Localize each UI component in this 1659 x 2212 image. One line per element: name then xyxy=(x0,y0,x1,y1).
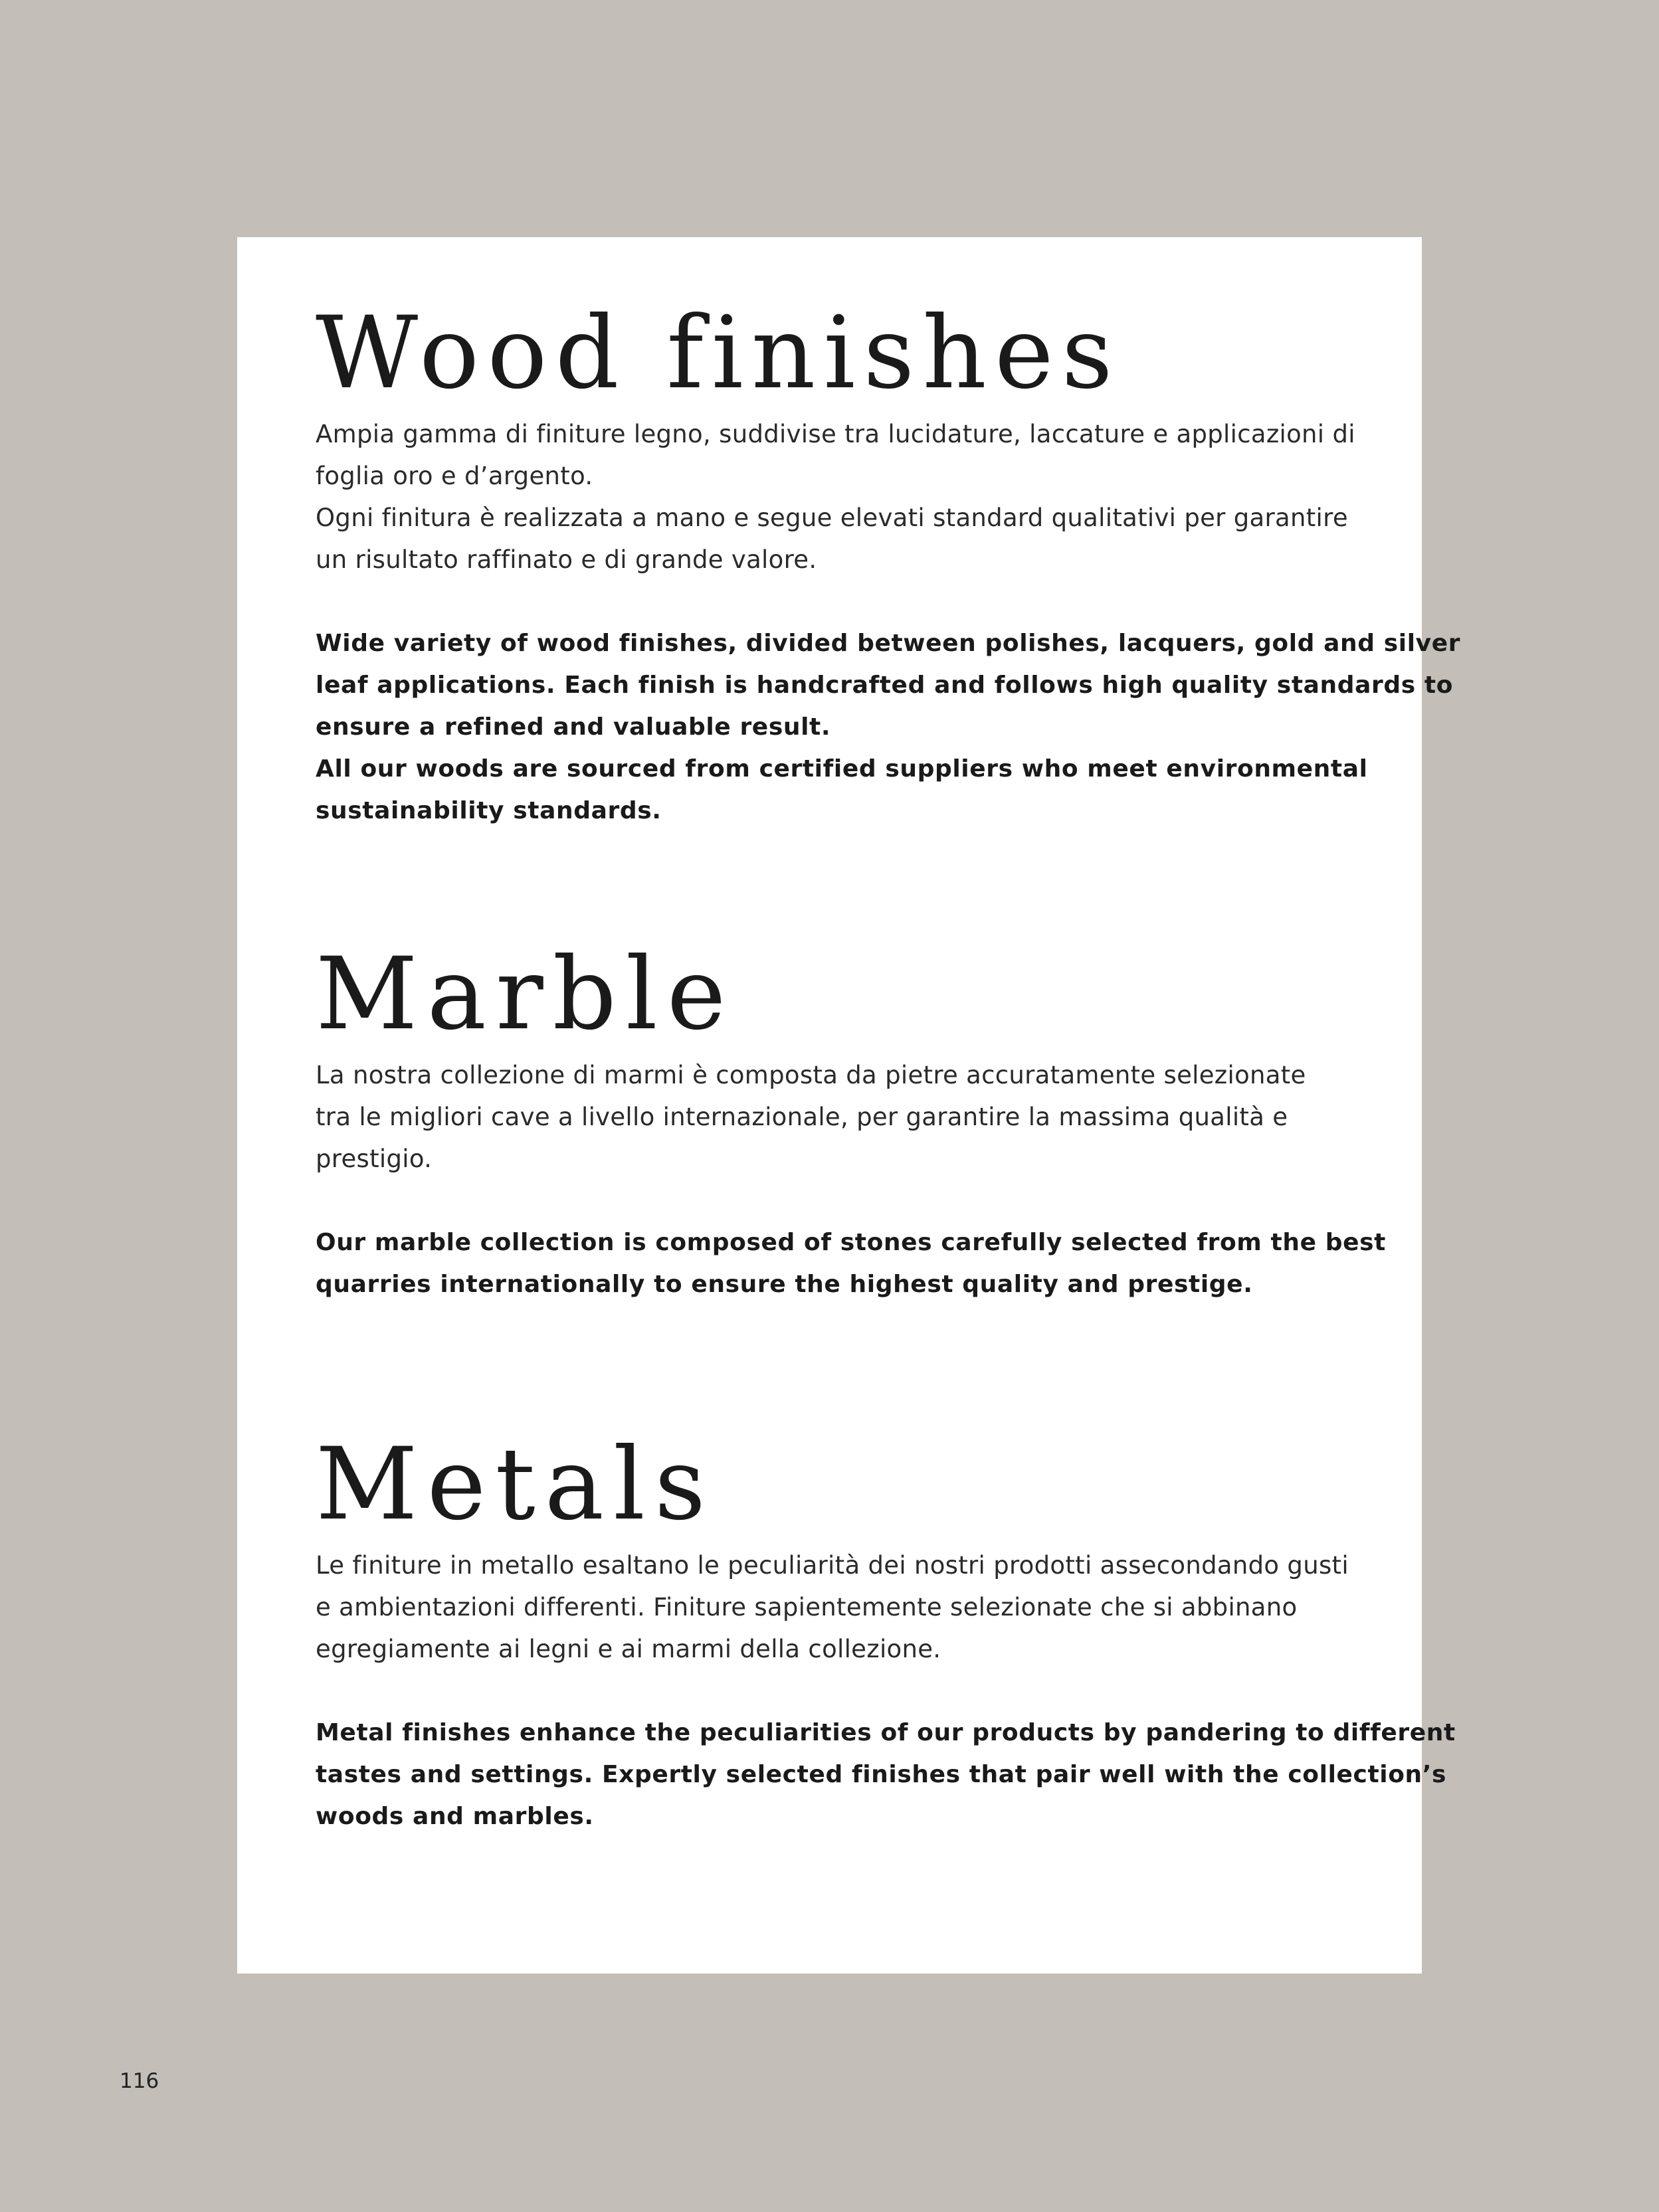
text-line: un risultato raffinato e di grande valore. xyxy=(316,545,817,574)
paragraph-metals-english xyxy=(316,1712,1456,1837)
heading-marble: Marble xyxy=(316,937,735,1052)
text-line: All our woods are sourced from certified suppliers who meet environmental xyxy=(316,755,1368,783)
section-wood-finishes xyxy=(316,296,1461,832)
heading-wood-finishes: Wood finishes xyxy=(316,296,1121,411)
text-line: Our marble collection is composed of stones carefully selected from the best xyxy=(316,1229,1386,1256)
paragraph-marble-english xyxy=(316,1222,1386,1305)
text-line: egregiamente ai legni e ai marmi della collezione. xyxy=(316,1635,941,1663)
section-metals xyxy=(316,1427,1456,1837)
text-line: tastes and settings. Expertly selected finishes that pair well with the collection’s xyxy=(316,1761,1447,1788)
text-line: ensure a refined and valuable result. xyxy=(316,713,831,741)
text-line: Ogni finitura è realizzata a mano e segue elevati standard qualitativi per garantire xyxy=(316,504,1348,532)
paragraph-marble-italian xyxy=(316,1054,1365,1180)
text-line: Metal finishes enhance the peculiarities of our products by pandering to different xyxy=(316,1719,1456,1746)
heading-metals: Metals xyxy=(316,1427,716,1542)
text-line: sustainability standards. xyxy=(316,797,662,824)
text-line: foglia oro e d’argento. xyxy=(316,462,593,490)
content-card xyxy=(237,237,1461,1974)
text-line: Wide variety of wood finishes, divided between polishes, lacquers, gold and silver xyxy=(316,630,1461,657)
text-line: tra le migliori cave a livello internazionale, per garantire la massima qualità e xyxy=(316,1103,1288,1131)
text-line: quarries internationally to ensure the highest quality and prestige. xyxy=(316,1271,1253,1298)
paragraph-wood-italian xyxy=(316,413,1365,581)
text-line: e ambientazioni differenti. Finiture sapientemente selezionate che si abbinano xyxy=(316,1593,1298,1621)
text-line: prestigio. xyxy=(316,1145,433,1173)
text-line: woods and marbles. xyxy=(316,1803,594,1830)
text-line: Le finiture in metallo esaltano le peculiarità dei nostri prodotti assecondando gusti xyxy=(316,1551,1349,1580)
section-marble xyxy=(316,937,1386,1305)
paragraph-metals-italian xyxy=(316,1544,1365,1670)
text-line: Ampia gamma di finiture legno, suddivise tra lucidature, laccature e applicazioni di xyxy=(316,420,1355,448)
text-line: La nostra collezione di marmi è composta da pietre accuratamente selezionate xyxy=(316,1061,1306,1089)
paragraph-wood-english xyxy=(316,622,1461,832)
text-line: leaf applications. Each finish is handcrafted and follows high quality standards to xyxy=(316,672,1454,699)
page-number: 116 xyxy=(120,2069,159,2093)
